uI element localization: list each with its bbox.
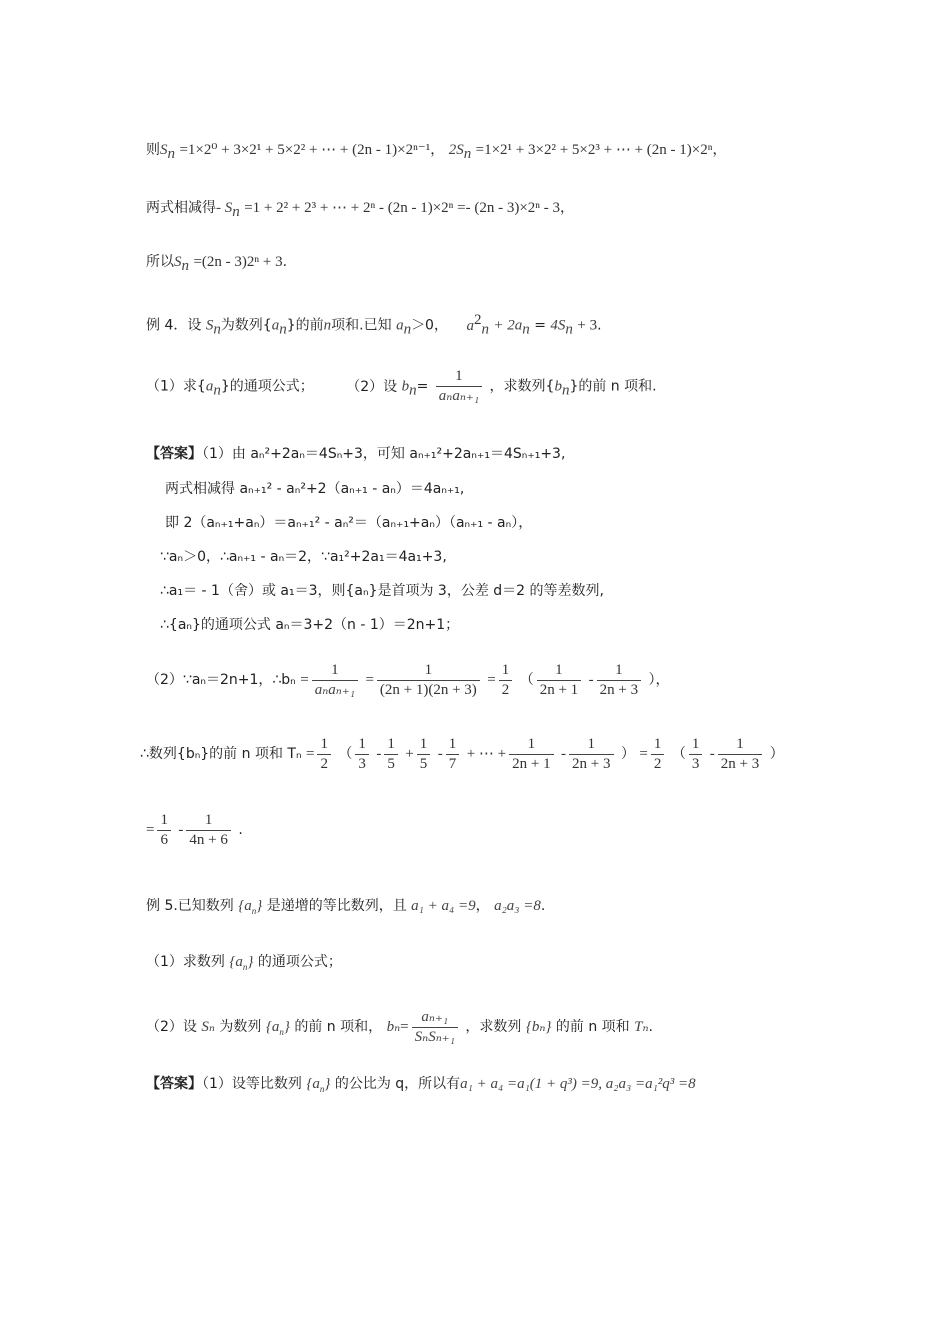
math-closed-form: =(2n - 3)2ⁿ + 3 [193, 254, 283, 270]
answer-4-text-2: 两式相减得 aₙ₊₁² - aₙ²+2（aₙ₊₁ - aₙ）＝4aₙ₊₁, [165, 481, 465, 497]
fraction-half-num: 1 [499, 662, 513, 681]
tn-g-2 [718, 736, 762, 773]
example-5-question-1 [146, 952, 342, 977]
math-a-sub: n [279, 321, 287, 338]
fraction-half-den: 2 [501, 681, 510, 698]
final-end: . [238, 822, 243, 838]
tn-half-2 [651, 736, 665, 773]
question-1-end: }的通项公式； [220, 378, 314, 395]
ans5-an: $\{a_n\}$ [306, 1076, 331, 1094]
answer-4-part-2: （2）∵aₙ＝2n+1，∴bₙ = $\frac{1}{\text{aₙaₙ₊₁}}$ = $\frac{1}{(2n + 1)(2n + 3)}$ = $\frac{1}{2}$ （ $\frac{1}{2n + 1}$ - $\frac{1}{2n + 3}$ ）， [146, 661, 670, 698]
result-line [146, 252, 287, 276]
answer-4-text-3: 即 2（aₙ₊₁+aₙ）＝aₙ₊₁² - aₙ²＝（aₙ₊₁+aₙ）（aₙ₊₁ - aₙ）， [165, 515, 533, 531]
answer-5-text-1: （1）设等比数列 [202, 1076, 302, 1092]
tn-frac-3-den: 5 [419, 755, 428, 772]
answer-5-expr: a₁ + a₄ =a₁(1 + q³) =9, a₂a₃ =a₁²q³ =8 [460, 1076, 696, 1092]
ex5-q1-an: $\{a_n\}$ [229, 954, 254, 972]
question-2-rest: ，求数列{ [489, 378, 555, 395]
ex5-q2-t4: 的前 n 项和 [555, 1019, 630, 1035]
math-cond2-rhs: 4S [550, 317, 566, 334]
math-q2-eq: = [416, 378, 429, 395]
tn-prefix: ∴数列{bₙ}的前 n 项和 Tₙ [140, 746, 302, 762]
tn-frac-5-den: 2n + 1 [512, 755, 551, 772]
answer-4-line-3 [165, 513, 532, 533]
math-2sn-sub: n [463, 145, 472, 162]
fraction-half [499, 662, 513, 699]
text-then: 则 [146, 142, 160, 158]
ex5-q2-bn-brace: {bₙ} [525, 1019, 552, 1035]
text-subtract: 两式相减得 [146, 200, 216, 216]
tn-g-1-num: 1 [689, 736, 703, 755]
ex5-dot: . [540, 898, 546, 914]
ex5-q1-end: 的通项公式； [257, 954, 342, 970]
answer-5-label: 【答案】 [146, 1076, 202, 1092]
fraction-5-num: 1 [597, 662, 641, 681]
math-expansion-2: =1×2¹ + 3×2² + 5×2³ + ⋯ + (2n - 1)×2ⁿ [475, 142, 713, 158]
final-frac-2-den: 4n + 6 [189, 831, 228, 848]
ex5-q2-t1: 为数列 [219, 1019, 262, 1035]
tn-frac-1 [355, 736, 369, 773]
math-difference: =1 + 2² + 2³ + ⋯ + 2ⁿ - (2n - 1)×2ⁿ =- (2n - 3)×2ⁿ - 3 [244, 200, 561, 216]
answer-5-line-1 [146, 1074, 696, 1099]
text-cond1-rest: ＞0， [411, 317, 448, 334]
subtraction-line [146, 198, 574, 222]
ex5-q2-b: bₙ [386, 1019, 401, 1035]
question-1-text: （1）求{ [146, 378, 206, 395]
fraction-2 [377, 662, 480, 699]
math-a: a [271, 317, 280, 334]
ans5-a: a [312, 1076, 320, 1092]
ans5-a-sub: n [319, 1084, 325, 1094]
ex5-q2-frac-num: aₙ₊₁ [412, 1009, 458, 1028]
tn-frac-5 [509, 736, 553, 773]
tn-frac-3 [417, 736, 431, 773]
math-sn-result-sub: n [181, 257, 189, 274]
ex5-q2-end: . [648, 1019, 653, 1035]
text-t1: 为数列{ [220, 317, 272, 334]
ex5-q2-a: a [271, 1019, 280, 1035]
fraction-5-den: 2n + 3 [599, 681, 639, 698]
answer-4-text-4: ∵aₙ＞0，∴aₙ₊₁ - aₙ＝2，∵a₁²+2a₁＝4a₁+3, [160, 549, 447, 565]
math-expansion-1: =1×2⁰ + 3×2¹ + 5×2² + ⋯ + (2n - 1)×2ⁿ⁻¹ [179, 142, 431, 158]
question-2-end: }的前 n 项和. [569, 378, 657, 395]
ex5-q1-a: a [235, 954, 243, 970]
answer-5-text-mid: 的公比为 q，所以有 [334, 1076, 461, 1092]
math-cond2-rhs-sub: n [565, 321, 573, 338]
answer-4-line-5 [160, 581, 604, 601]
final-frac-1-den: 6 [160, 831, 168, 848]
fraction-2-den: (2n + 1)(2n + 3) [379, 681, 477, 698]
answer-4-tn-line: ∴数列{bₙ}的前 n 项和 Tₙ = $\frac{1}{2}$ （ $\frac{1}{3}$ - $\frac{1}{5}$ + $\frac{1}{5}$ - $\frac{1}{7}$ + ⋯ + $\frac{1}{2n + 1}$ - $\frac{1}{2n + 3}$ ） = $\frac{1}{2}$ （ $\frac{1}{3}$ - $\frac{1}{2n + 3}$ ） [140, 735, 784, 772]
answer-4-line-4 [160, 547, 447, 567]
text-end: . [282, 254, 288, 270]
fraction-4-den: 2n + 1 [539, 681, 579, 698]
text-sep: ， [430, 142, 445, 158]
answer-4-text-6: ∴{aₙ}的通项公式 aₙ＝3+2（n - 1）＝2n+1； [160, 617, 460, 633]
answer-4-line-2 [165, 479, 464, 499]
fraction-2-num: 1 [377, 662, 480, 681]
math-cond2-sub: n [481, 321, 489, 338]
final-frac-1 [157, 812, 171, 849]
sum-definition-line [146, 140, 726, 164]
math-cond2-end: + 3 [577, 317, 598, 334]
tn-frac-2-num: 1 [384, 736, 398, 755]
answer-label: 【答案】 [146, 446, 202, 462]
tn-half-num: 1 [317, 736, 331, 755]
math-cond2-rest: + 2a [493, 317, 523, 334]
tn-frac-4-den: 7 [448, 755, 457, 772]
text-so: 所以 [146, 254, 174, 270]
ex5-a: a [244, 898, 252, 914]
ex5-an-brace: $\{a_n\}$ [238, 898, 263, 916]
tn-g-2-den: 2n + 3 [720, 755, 760, 772]
tn-frac-3-num: 1 [417, 736, 431, 755]
ex5-cond-1: a₁ + a₄ =9 [411, 898, 476, 914]
answer-4-text-1: （1）由 aₙ²+2aₙ＝4Sₙ+3，可知 aₙ₊₁²+2aₙ₊₁＝4Sₙ₊₁+3, [202, 446, 566, 462]
ex5-q2-frac [412, 1009, 458, 1046]
math-s: S [205, 317, 214, 334]
tn-frac-1-den: 3 [358, 755, 366, 772]
text-dot: . [597, 317, 602, 334]
math-n: n [323, 317, 332, 334]
text-end: ， [712, 142, 727, 158]
ex5-q2-bb: bₙ [531, 1019, 546, 1035]
fraction-numerator: 1 [436, 368, 482, 387]
ex5-q2-an: $\{a_n\}$ [265, 1019, 290, 1037]
ex5-q2-t2: 的前 n 项和， [294, 1019, 383, 1035]
math-s-sub: n [213, 321, 221, 338]
tn-frac-5-num: 1 [509, 736, 553, 755]
tn-frac-2 [384, 736, 398, 773]
tn-half [317, 736, 331, 773]
part-2-prefix: （2）∵aₙ＝2n+1，∴bₙ [146, 672, 296, 688]
fraction-4 [537, 662, 581, 699]
example-5-title: 例 5.已知数列 [146, 898, 234, 914]
final-frac-2-num: 1 [186, 812, 230, 831]
tn-g-2-num: 1 [718, 736, 762, 755]
fraction-4-num: 1 [537, 662, 581, 681]
fraction-1-den: aₙaₙ₊₁ [314, 681, 355, 698]
fraction-denominator: aₙaₙ₊₁ [438, 388, 480, 404]
tn-frac-6-den: 2n + 3 [572, 755, 611, 772]
ex5-q1-a-sub: n [242, 962, 248, 972]
math-sn-result: S [174, 254, 182, 270]
text-t2: }的前 [286, 317, 324, 334]
math-cond2-eq: = [534, 317, 546, 334]
final-frac-2 [186, 812, 230, 849]
tn-frac-2-den: 5 [387, 755, 395, 772]
ex5-cond-2: a₂a₃ =8 [494, 898, 541, 914]
ex5-q2-text: （2）设 [146, 1019, 197, 1035]
tn-half-2-num: 1 [651, 736, 665, 755]
answer-4-text-5: ∴a₁＝ - 1（舍）或 a₁＝3，则{aₙ}是首项为 3，公差 d＝2 的等差数列, [160, 583, 604, 599]
ex5-q2-a-sub: n [279, 1027, 284, 1037]
math-q2-b2: b [554, 378, 562, 395]
ex5-q2-t3: ，求数列 [465, 1019, 522, 1035]
answer-4-line-1 [146, 444, 565, 464]
math-sn-sub: n [167, 145, 175, 162]
math-neg-sn-sub: n [232, 203, 240, 220]
math-cond2-sup: 2 [473, 312, 482, 328]
fraction-1 [312, 662, 358, 699]
part-2-end: ）， [648, 672, 670, 688]
math-q1-a: a [205, 378, 214, 395]
answer-4-final: = $\frac{1}{6}$ - $\frac{1}{4n + 6}$ . [146, 811, 243, 848]
text-end: ， [560, 200, 575, 216]
tn-frac-1-num: 1 [355, 736, 369, 755]
math-2sn: 2S [448, 142, 464, 158]
answer-4-line-6 [160, 615, 459, 635]
math-q2-b2-sub: n [561, 382, 570, 399]
ex5-q1-text: （1）求数列 [146, 954, 225, 970]
example-5-statement [146, 896, 545, 921]
ex5-sep: ， [475, 898, 490, 914]
ex5-text-1: 是递增的等比数列，且 [266, 898, 407, 914]
tn-half-den: 2 [320, 755, 328, 772]
math-q2-b: b [401, 378, 410, 395]
tn-g-1 [689, 736, 703, 773]
ex5-q2-frac-den: SₙSₙ₊₁ [414, 1028, 455, 1045]
tn-frac-4 [446, 736, 460, 773]
math-sn: S [160, 142, 168, 158]
fraction-1-num: 1 [312, 662, 358, 681]
math-cond1-a: a [396, 317, 404, 334]
final-frac-1-num: 1 [157, 812, 171, 831]
tn-frac-6-num: 1 [569, 736, 613, 755]
tn-frac-4-num: 1 [446, 736, 460, 755]
ex5-a-sub: n [251, 906, 257, 916]
math-cond1-sub: n [403, 321, 412, 338]
example-4-statement [146, 310, 602, 339]
fraction-bn [436, 368, 482, 405]
math-neg-sn: - S [216, 200, 233, 216]
text-t3: 项和.已知 [331, 317, 392, 334]
ex5-q2-tn: Tₙ [634, 1019, 649, 1035]
ex5-q2-s: Sₙ [201, 1019, 215, 1035]
tn-half-2-den: 2 [653, 755, 662, 772]
math-q2-b-sub: n [409, 382, 417, 399]
question-2-text: （2）设 [346, 378, 398, 395]
math-q1-sub: n [213, 382, 221, 399]
tn-g-1-den: 3 [691, 755, 700, 772]
example-4-questions [146, 368, 657, 405]
tn-frac-6 [569, 736, 613, 773]
example-5-question-2: （2）设 Sₙ 为数列 $\{a_n\}$ 的前 n 项和， bₙ= $\frac{\text{aₙ₊₁}}{\text{SₙSₙ₊₁}}$ ，求数列 {bₙ} 的前 n 项和 Tₙ. [146, 1008, 653, 1045]
example-4-title: 例 4．设 [146, 317, 202, 334]
math-cond2-a: a [466, 317, 474, 334]
fraction-5 [597, 662, 641, 699]
math-cond2-sub2: n [522, 321, 530, 338]
